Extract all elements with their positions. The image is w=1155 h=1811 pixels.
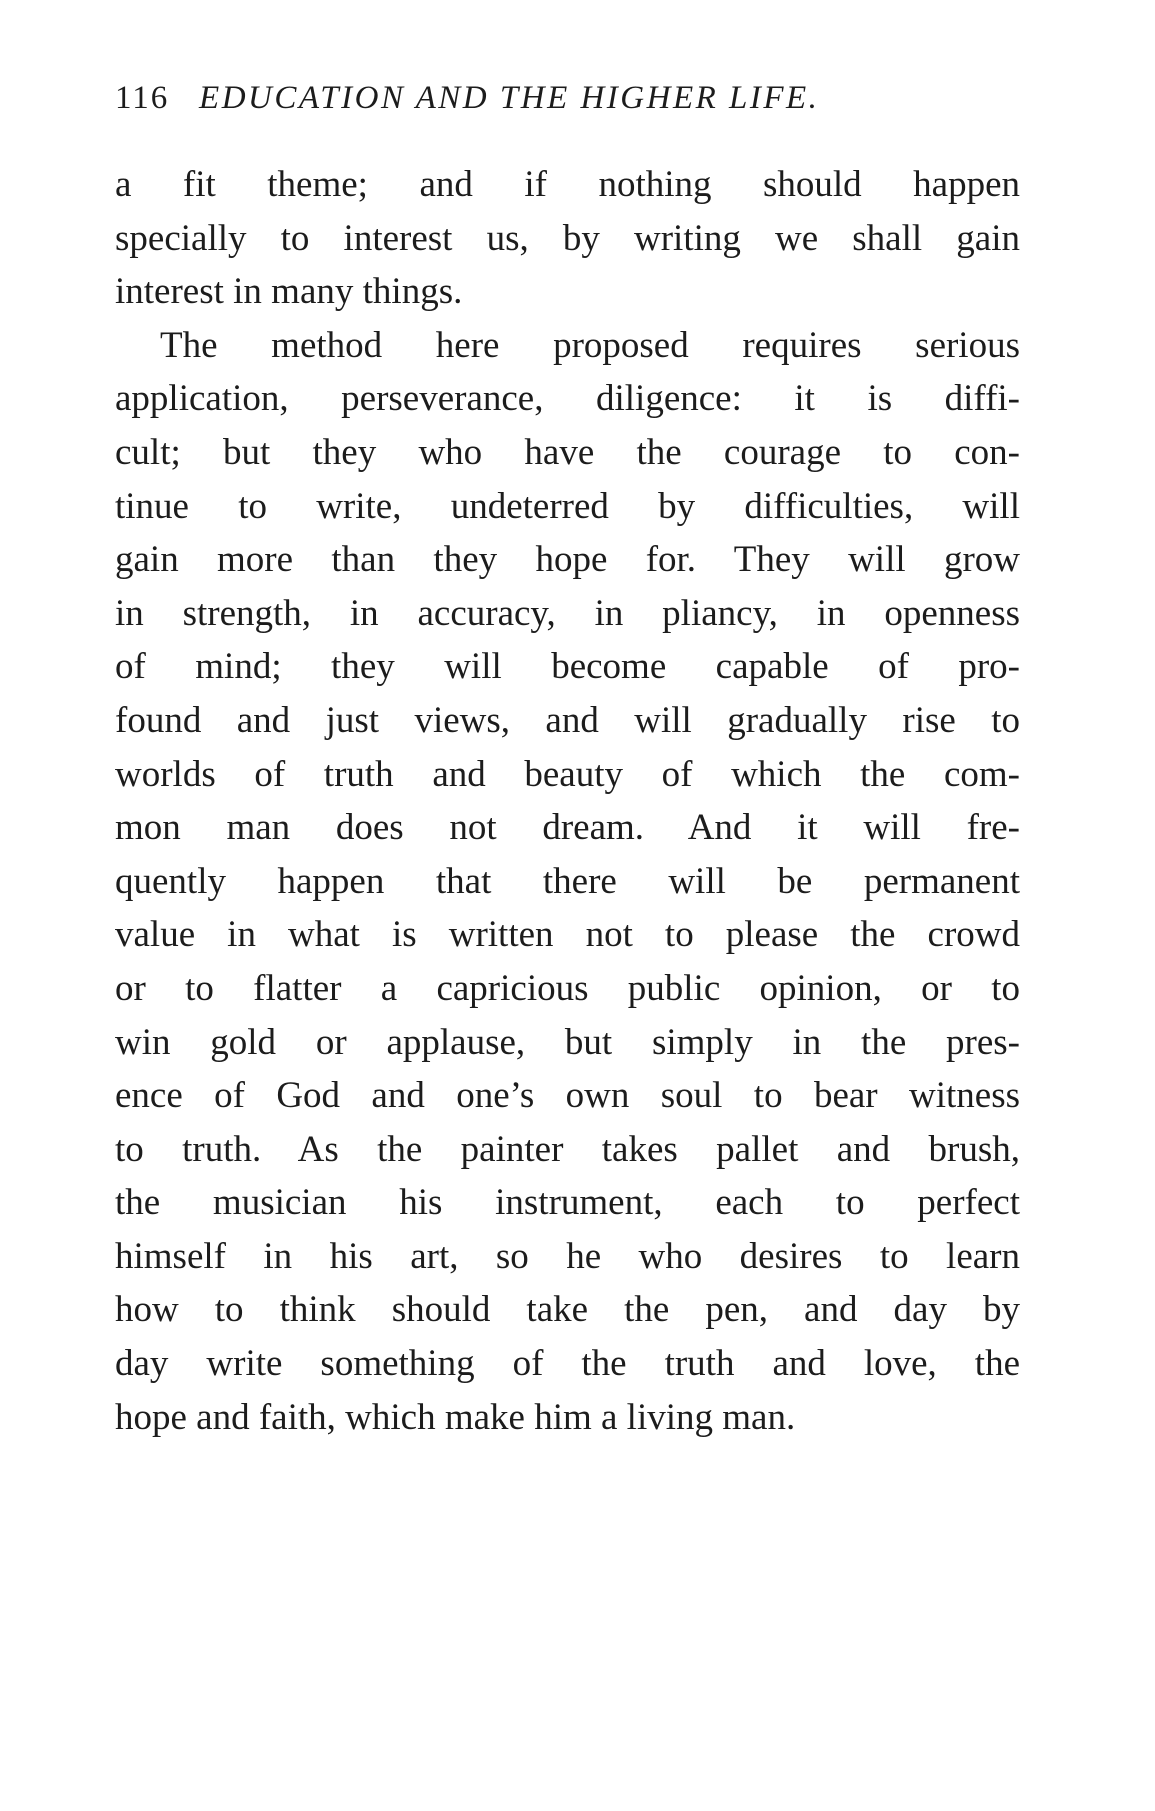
text-line: specially to interest us, by writing we shall gain bbox=[115, 217, 1020, 259]
paragraph-start-line: The method here proposed requires serious bbox=[160, 324, 1020, 366]
page-number: 116 bbox=[115, 80, 170, 116]
text-line: application, perseverance, diligence: it is diffi- bbox=[115, 378, 1020, 420]
text-line: gain more than they hope for. They will grow bbox=[115, 539, 1020, 581]
text-line: himself in his art, so he who desires to learn bbox=[115, 1235, 1020, 1277]
running-head bbox=[115, 80, 1015, 130]
text-line: in strength, in accuracy, in pliancy, in openness bbox=[115, 592, 1020, 634]
text-line: ence of God and one’s own soul to bear witness bbox=[115, 1075, 1020, 1117]
running-title: EDUCATION AND THE HIGHER LIFE. bbox=[199, 80, 820, 116]
text-line: how to think should take the pen, and day by bbox=[115, 1289, 1020, 1331]
text-line: cult; but they who have the courage to con- bbox=[115, 431, 1020, 473]
text-line: or to flatter a capricious public opinion, or to bbox=[115, 967, 1020, 1009]
text-line: win gold or applause, but simply in the pres- bbox=[115, 1021, 1020, 1063]
text-line: tinue to write, undeterred by difficulties, will bbox=[115, 485, 1020, 527]
text-line: value in what is written not to please the crowd bbox=[115, 914, 1020, 956]
text-line: worlds of truth and beauty of which the com- bbox=[115, 753, 1020, 795]
text-line: hope and faith, which make him a living man. bbox=[115, 1396, 796, 1438]
text-line: to truth. As the painter takes pallet and brush, bbox=[115, 1128, 1020, 1170]
text-line: mon man does not dream. And it will fre- bbox=[115, 807, 1020, 849]
page-bottom-margin bbox=[115, 1440, 1020, 1740]
text-line: interest in many things. bbox=[115, 271, 463, 313]
body-text bbox=[115, 158, 1020, 1444]
text-line: a fit theme; and if nothing should happen bbox=[115, 164, 1020, 205]
text-line: day write something of the truth and love, the bbox=[115, 1343, 1020, 1385]
text-line: found and just views, and will gradually rise to bbox=[115, 699, 1020, 741]
text-line: of mind; they will become capable of pro- bbox=[115, 646, 1020, 688]
text-line: quently happen that there will be permanent bbox=[115, 860, 1020, 902]
text-line: the musician his instrument, each to perfect bbox=[115, 1182, 1020, 1224]
